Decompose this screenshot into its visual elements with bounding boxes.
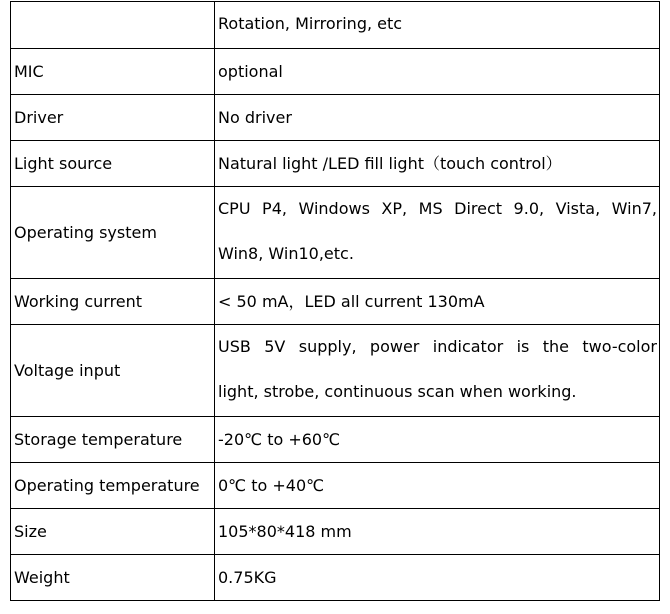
spec-value-line: Win8, Win10,etc. xyxy=(218,244,354,263)
spec-label: Size xyxy=(11,509,215,555)
spec-value: Natural light /LED fill light（touch control） xyxy=(215,141,660,187)
spec-label: Operating temperature xyxy=(11,463,215,509)
spec-value: < 50 mA，LED all current 130mA xyxy=(215,279,660,325)
spec-label xyxy=(11,2,215,49)
spec-label: Driver xyxy=(11,95,215,141)
spec-value: -20℃ to +60℃ xyxy=(215,417,660,463)
spec-label: Working current xyxy=(11,279,215,325)
table-row xyxy=(11,95,660,141)
table-row xyxy=(11,187,660,279)
spec-value: 105*80*418 mm xyxy=(215,509,660,555)
spec-value-line: USB 5V supply, power indicator is the two-color xyxy=(218,337,657,356)
table-row xyxy=(11,509,660,555)
spec-label: MIC xyxy=(11,49,215,95)
spec-label: Operating system xyxy=(11,187,215,279)
table-row xyxy=(11,279,660,325)
spec-value-line: light, strobe, continuous scan when working. xyxy=(218,382,577,401)
spec-value: No driver xyxy=(215,95,660,141)
spec-value: 0.75KG xyxy=(215,555,660,601)
spec-table xyxy=(10,1,660,601)
table-row xyxy=(11,555,660,601)
spec-label: Weight xyxy=(11,555,215,601)
spec-value: optional xyxy=(215,49,660,95)
table-row xyxy=(11,141,660,187)
spec-value: 0℃ to +40℃ xyxy=(215,463,660,509)
table-row xyxy=(11,417,660,463)
spec-value xyxy=(215,2,660,49)
spec-value xyxy=(215,187,660,279)
table-row xyxy=(11,2,660,49)
spec-value xyxy=(215,325,660,417)
table-row xyxy=(11,49,660,95)
spec-label: Light source xyxy=(11,141,215,187)
spec-value-line: Rotation, Mirroring, etc xyxy=(218,14,403,33)
spec-value-line: CPU P4, Windows XP, MS Direct 9.0, Vista, Win7, xyxy=(218,199,657,218)
spec-label: Voltage input xyxy=(11,325,215,417)
table-row xyxy=(11,325,660,417)
table-row xyxy=(11,463,660,509)
spec-label: Storage temperature xyxy=(11,417,215,463)
